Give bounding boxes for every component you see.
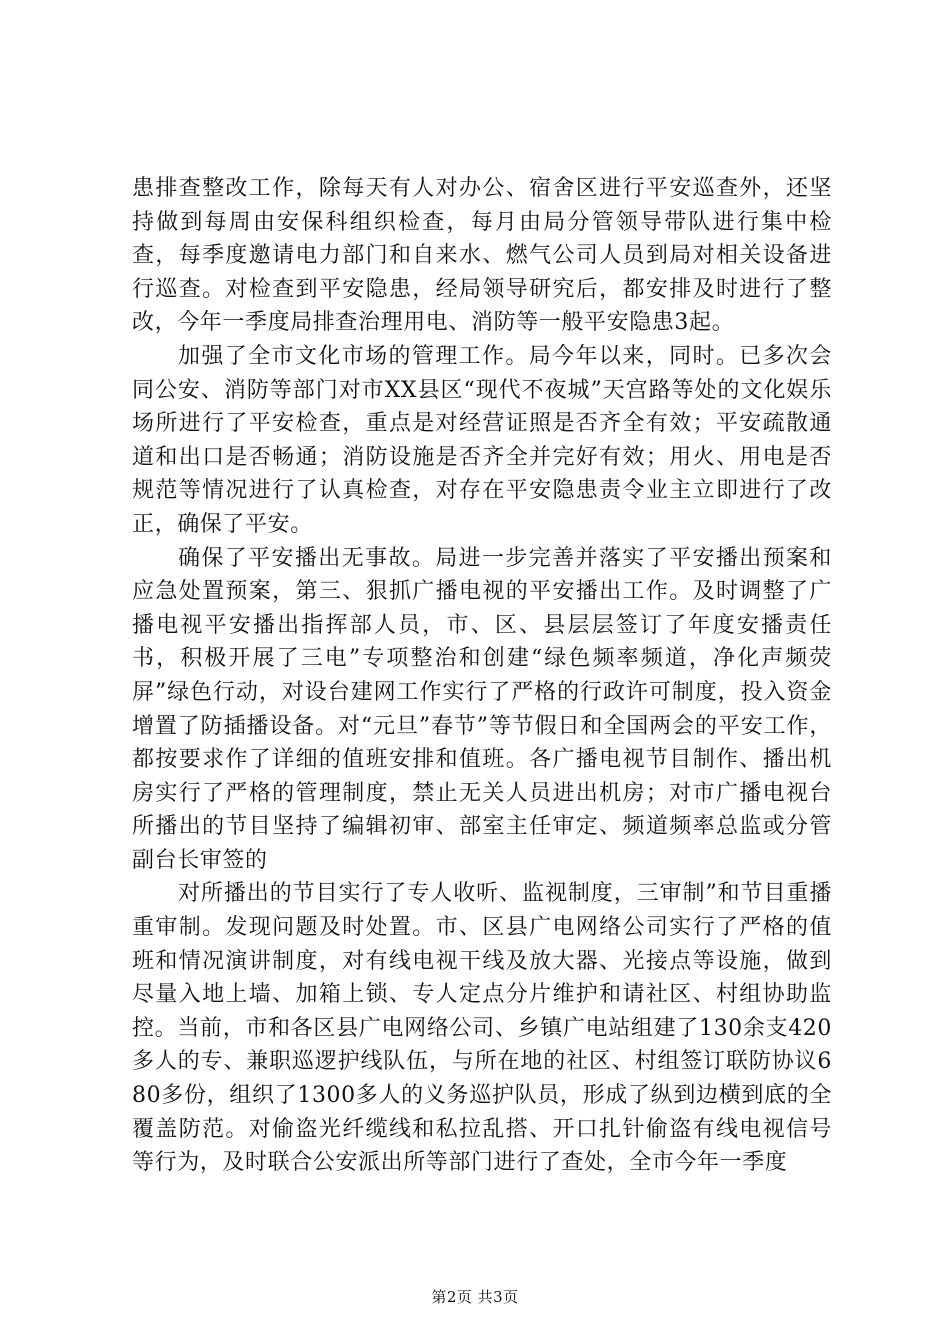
page-number-footer: 第2页 共3页 <box>431 1288 519 1306</box>
paragraph-culture-market: 加强了全市文化市场的管理工作。局今年以来，同时。已多次会同公安、消防等部门对市XX县区“现代不夜城”天宫路等处的文化娱乐场所进行了平安检查，重点是对经营证照是否齐全有效；平安疏散通道和出口是否畅通；消防设施是否齐全并完好有效；用火、用电是否规范等情况进行了认真检查，对存在平安隐患责令业主立即进行了改正，确保了平安。 <box>132 343 832 537</box>
paragraph-safety-inspection: 患排查整改工作，除每天有人对办公、宿舍区进行平安巡查外，还坚持做到每周由安保科组织检查，每月由局分管领导带队进行集中检查，每季度邀请电力部门和自来水、燃气公司人员到局对相关设备进行巡查。对检查到平安隐患，经局领导研究后，都安排及时进行了整改，今年一季度局排查治理用电、消防等一般平安隐患3起。 <box>132 176 832 336</box>
document-body <box>132 172 832 1180</box>
paragraph-broadcast-safety: 确保了平安播出无事故。局进一步完善并落实了平安播出预案和应急处置预案，第三、狠抓广播电视的平安播出工作。及时调整了广播电视平安播出指挥部人员，市、区、县层层签订了年度安播责任书，积极开展了三电”专项整治和创建“绿色频率频道，净化声频荧屏”绿色行动，对设台建网工作实行了严格的行政许可制度，投入资金增置了防插播设备。对“元旦”春节”等节假日和全国两会的平安工作，都按要求作了详细的值班安排和值班。各广播电视节目制作、播出机房实行了严格的管理制度，禁止无关人员进出机房；对市广播电视台所播出的节目坚持了编辑初审、部室主任审定、频道频率总监或分管副台长审签的 <box>132 545 832 873</box>
paragraph-program-review: 对所播出的节目实行了专人收听、监视制度，三审制”和节目重播重审制。发现问题及时处置。市、区县广电网络公司实行了严格的值班和情况演讲制度，对有线电视干线及放大器、光接点等设施，做到尽量入地上墙、加箱上锁、专人定点分片维护和请社区、村组协助监控。当前，市和各区县广电网络公司、乡镇广电站组建了130余支420多人的专、兼职巡逻护线队伍，与所在地的社区、村组签订联防协议680多份，组织了1300多人的义务巡护队员，形成了纵到边横到底的全覆盖防范。对偷盗光纤缆线和私拉乱搭、开口扎针偷盗有线电视信号等行为，及时联合公安派出所等部门进行了查处，全市今年一季度 <box>132 881 832 1176</box>
